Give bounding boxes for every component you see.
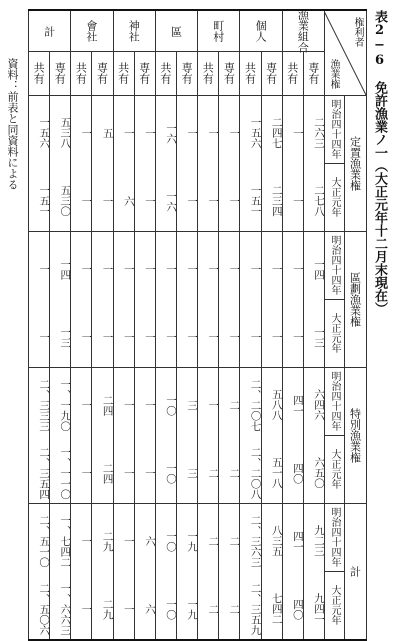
table-cell: 一三 (312, 326, 325, 348)
grid-line (28, 503, 366, 504)
grid-line (324, 435, 344, 436)
table-cell: 二、二〇七 (249, 378, 262, 432)
table-cell: 一 (80, 331, 93, 343)
table-cell: 六四六 (312, 389, 325, 421)
table-cell: 一 (164, 331, 177, 343)
table-cell: 九二三 (312, 525, 325, 557)
sub-header: 専有 (264, 62, 278, 84)
sub-header: 専有 (222, 62, 236, 84)
table-cell: 一〇 (164, 394, 177, 416)
sub-header: 専有 (306, 62, 320, 84)
table-cell: 一六 (164, 122, 177, 144)
grid-line (239, 11, 240, 639)
table-cell: 三 (186, 399, 199, 411)
table-cell: 二七八 (312, 185, 325, 217)
grid-line (28, 231, 366, 232)
year-label: 明治四十四年 (329, 99, 340, 159)
grid-line (303, 51, 304, 639)
table-cell: 二六三 (312, 117, 325, 149)
table-cell: 一 (186, 331, 199, 343)
grid-line (324, 11, 325, 639)
table-cell: 一 (270, 331, 283, 343)
grid-line (324, 163, 344, 164)
table-cell: 一四 (59, 258, 72, 280)
grid-line (344, 95, 345, 639)
grid-line (91, 51, 92, 639)
grid-line (197, 11, 198, 639)
table-cell: 一 (80, 467, 93, 479)
fishery-table (28, 9, 367, 641)
year-label: 明治四十四年 (329, 371, 340, 431)
year-label: 明治四十四年 (329, 235, 340, 295)
table-cell: 一 (101, 263, 114, 275)
table-cell: 一 (80, 127, 93, 139)
table-cell: 一〇 (164, 462, 177, 484)
table-cell: 五一八 (270, 457, 283, 489)
entity-header: 漁業組合 (296, 9, 310, 53)
table-cell: 一〇 (164, 530, 177, 552)
table-cell: 一 (143, 331, 156, 343)
table-cell: 一六 (164, 190, 177, 212)
table-cell: 五八八 (270, 389, 283, 421)
sub-header: 共有 (285, 62, 299, 84)
table-cell: 一 (249, 331, 262, 343)
table-cell: 一 (101, 195, 114, 207)
grid-line (155, 11, 156, 639)
table-cell: 一 (38, 263, 51, 275)
grid-line (28, 11, 29, 639)
grid-line (218, 51, 219, 639)
table-cell: 一 (291, 331, 304, 343)
table-cell: 一 (207, 127, 220, 139)
year-label: 大正元年 (329, 313, 340, 353)
table-cell: 六五〇 (312, 457, 325, 489)
table-cell: 一 (291, 263, 304, 275)
sub-header: 専有 (180, 62, 194, 84)
table-cell: 一、六六三 (59, 582, 72, 636)
grid-line (28, 367, 366, 368)
table-cell: 一 (80, 195, 93, 207)
grid-line (282, 11, 283, 639)
year-label: 大正元年 (329, 585, 340, 625)
table-cell: 一、七四二 (59, 514, 72, 568)
table-cell: 一九 (186, 530, 199, 552)
table-cell: 六 (143, 603, 156, 615)
grid-line (324, 299, 344, 300)
table-cell: 一、一九〇 (59, 378, 72, 432)
entity-header: 個人 (254, 20, 268, 42)
table-cell: 一 (143, 399, 156, 411)
table-cell: 二九 (101, 530, 114, 552)
table-cell: 一 (270, 263, 283, 275)
table-cell: 一 (143, 195, 156, 207)
corner-top-label: 権利者 (352, 17, 363, 47)
sub-header: 共有 (116, 62, 130, 84)
year-label: 明治四十四年 (329, 507, 340, 567)
grid-line (113, 11, 114, 639)
sub-header: 共有 (243, 62, 257, 84)
table-cell: 一 (186, 263, 199, 275)
table-cell: 二九 (101, 598, 114, 620)
table-cell: 一 (143, 263, 156, 275)
sub-header: 共有 (74, 62, 88, 84)
group-label: 區劃漁業権 (348, 271, 362, 327)
table-cell: 一 (122, 467, 135, 479)
sub-header: 共有 (158, 62, 172, 84)
year-label: 大正元年 (329, 177, 340, 217)
table-cell: 一三 (59, 326, 72, 348)
table-cell: 一 (122, 399, 135, 411)
table-cell: 一五六 (38, 117, 51, 149)
grid-line (324, 571, 344, 572)
grid-line (134, 51, 135, 639)
table-cell: 二、五一〇 (38, 514, 51, 568)
sub-header: 専有 (137, 62, 151, 84)
table-cell: 一 (122, 603, 135, 615)
table-cell: 一 (122, 535, 135, 547)
sub-header: 共有 (201, 62, 215, 84)
sub-header: 専有 (53, 62, 67, 84)
table-cell: 一 (38, 331, 51, 343)
table-cell: 一 (80, 535, 93, 547)
entity-header: 會社 (84, 20, 98, 42)
table-cell: 二 (207, 467, 220, 479)
table-cell: 二四 (101, 462, 114, 484)
group-label: 特別漁業権 (348, 407, 362, 463)
group-label: 計 (348, 565, 362, 577)
sub-header: 共有 (32, 62, 46, 84)
table-cell: 二 (228, 399, 241, 411)
table-cell: 一 (207, 399, 220, 411)
table-cell: 一 (228, 331, 241, 343)
table-cell: 二 (228, 603, 241, 615)
table-cell: 一 (80, 263, 93, 275)
table-cell: 二、三三三 (38, 378, 51, 432)
table-cell: 七四二 (270, 593, 283, 625)
grid-line (176, 51, 177, 639)
table-cell: 四〇 (291, 462, 304, 484)
table-cell: 一、一一〇 (59, 446, 72, 500)
table-title: 表2−6 免許漁業ノ一（大正元年十二月末現在） (372, 10, 387, 315)
table-cell: 一 (207, 331, 220, 343)
grid-line (49, 51, 50, 639)
table-cell: 一 (249, 263, 262, 275)
table-cell: 一 (207, 195, 220, 207)
table-cell: 一 (164, 263, 177, 275)
table-cell: 一 (122, 331, 135, 343)
table-cell: 一 (207, 263, 220, 275)
grid-line (366, 11, 367, 639)
table-cell: 一 (186, 127, 199, 139)
table-cell: 一九 (186, 598, 199, 620)
table-cell: 二 (207, 535, 220, 547)
table-cell: 四一 (291, 530, 304, 552)
entity-header: 町村 (211, 20, 225, 42)
table-cell: 一 (143, 127, 156, 139)
table-cell: 五三八 (59, 117, 72, 149)
grid-line (28, 51, 324, 52)
corner-bottom-label: 漁業権 (328, 59, 339, 89)
table-cell: 一五六 (249, 117, 262, 149)
table-cell: 二、三五四 (38, 446, 51, 500)
entity-header: 計 (42, 25, 56, 37)
table-cell: 一 (291, 127, 304, 139)
table-cell: 二四 (101, 394, 114, 416)
table-cell: 二 (228, 535, 241, 547)
table-cell: 一 (80, 603, 93, 615)
table-cell: 八三五 (270, 525, 283, 557)
table-cell: 二 (228, 467, 241, 479)
table-cell: 一 (228, 195, 241, 207)
table-cell: 一 (143, 467, 156, 479)
table-cell: 一 (228, 263, 241, 275)
table-cell: 二、三六三 (249, 514, 262, 568)
group-label: 定置漁業権 (348, 135, 362, 191)
table-cell: 一 (291, 195, 304, 207)
table-cell: 四〇 (291, 598, 304, 620)
table-cell: 三 (186, 467, 199, 479)
table-cell: 六 (122, 195, 135, 207)
source-note: 資料：前表と同資料による (6, 58, 19, 190)
table-cell: 二三四 (270, 185, 283, 217)
table-cell: 二四七 (270, 117, 283, 149)
corner-header (324, 11, 366, 95)
sub-header: 専有 (95, 62, 109, 84)
grid-line (261, 51, 262, 639)
table-cell: 二、三五九 (249, 582, 262, 636)
table-cell: 一四 (312, 258, 325, 280)
table-cell: 一 (80, 399, 93, 411)
table-cell: 六 (143, 535, 156, 547)
table-cell: 九四一 (312, 593, 325, 625)
table-cell: 一 (122, 263, 135, 275)
grid-line (70, 11, 71, 639)
table-cell: 一 (122, 127, 135, 139)
table-cell: 一 (228, 127, 241, 139)
table-cell: 一五一 (38, 185, 51, 217)
entity-header: 區 (169, 25, 183, 37)
table-cell: 四一 (291, 394, 304, 416)
grid-line (28, 95, 366, 96)
table-cell: 一 (101, 331, 114, 343)
table-cell: 二 (207, 603, 220, 615)
table-cell: 五三〇 (59, 185, 72, 217)
year-label: 大正元年 (329, 449, 340, 489)
table-cell: 二、二〇八 (249, 446, 262, 500)
table-cell: 二、五〇六 (38, 582, 51, 636)
table-cell: 一 (186, 195, 199, 207)
entity-header: 神社 (127, 20, 141, 42)
table-cell: 一〇 (164, 598, 177, 620)
table-cell: 一五一 (249, 185, 262, 217)
table-cell: 五 (101, 127, 114, 139)
